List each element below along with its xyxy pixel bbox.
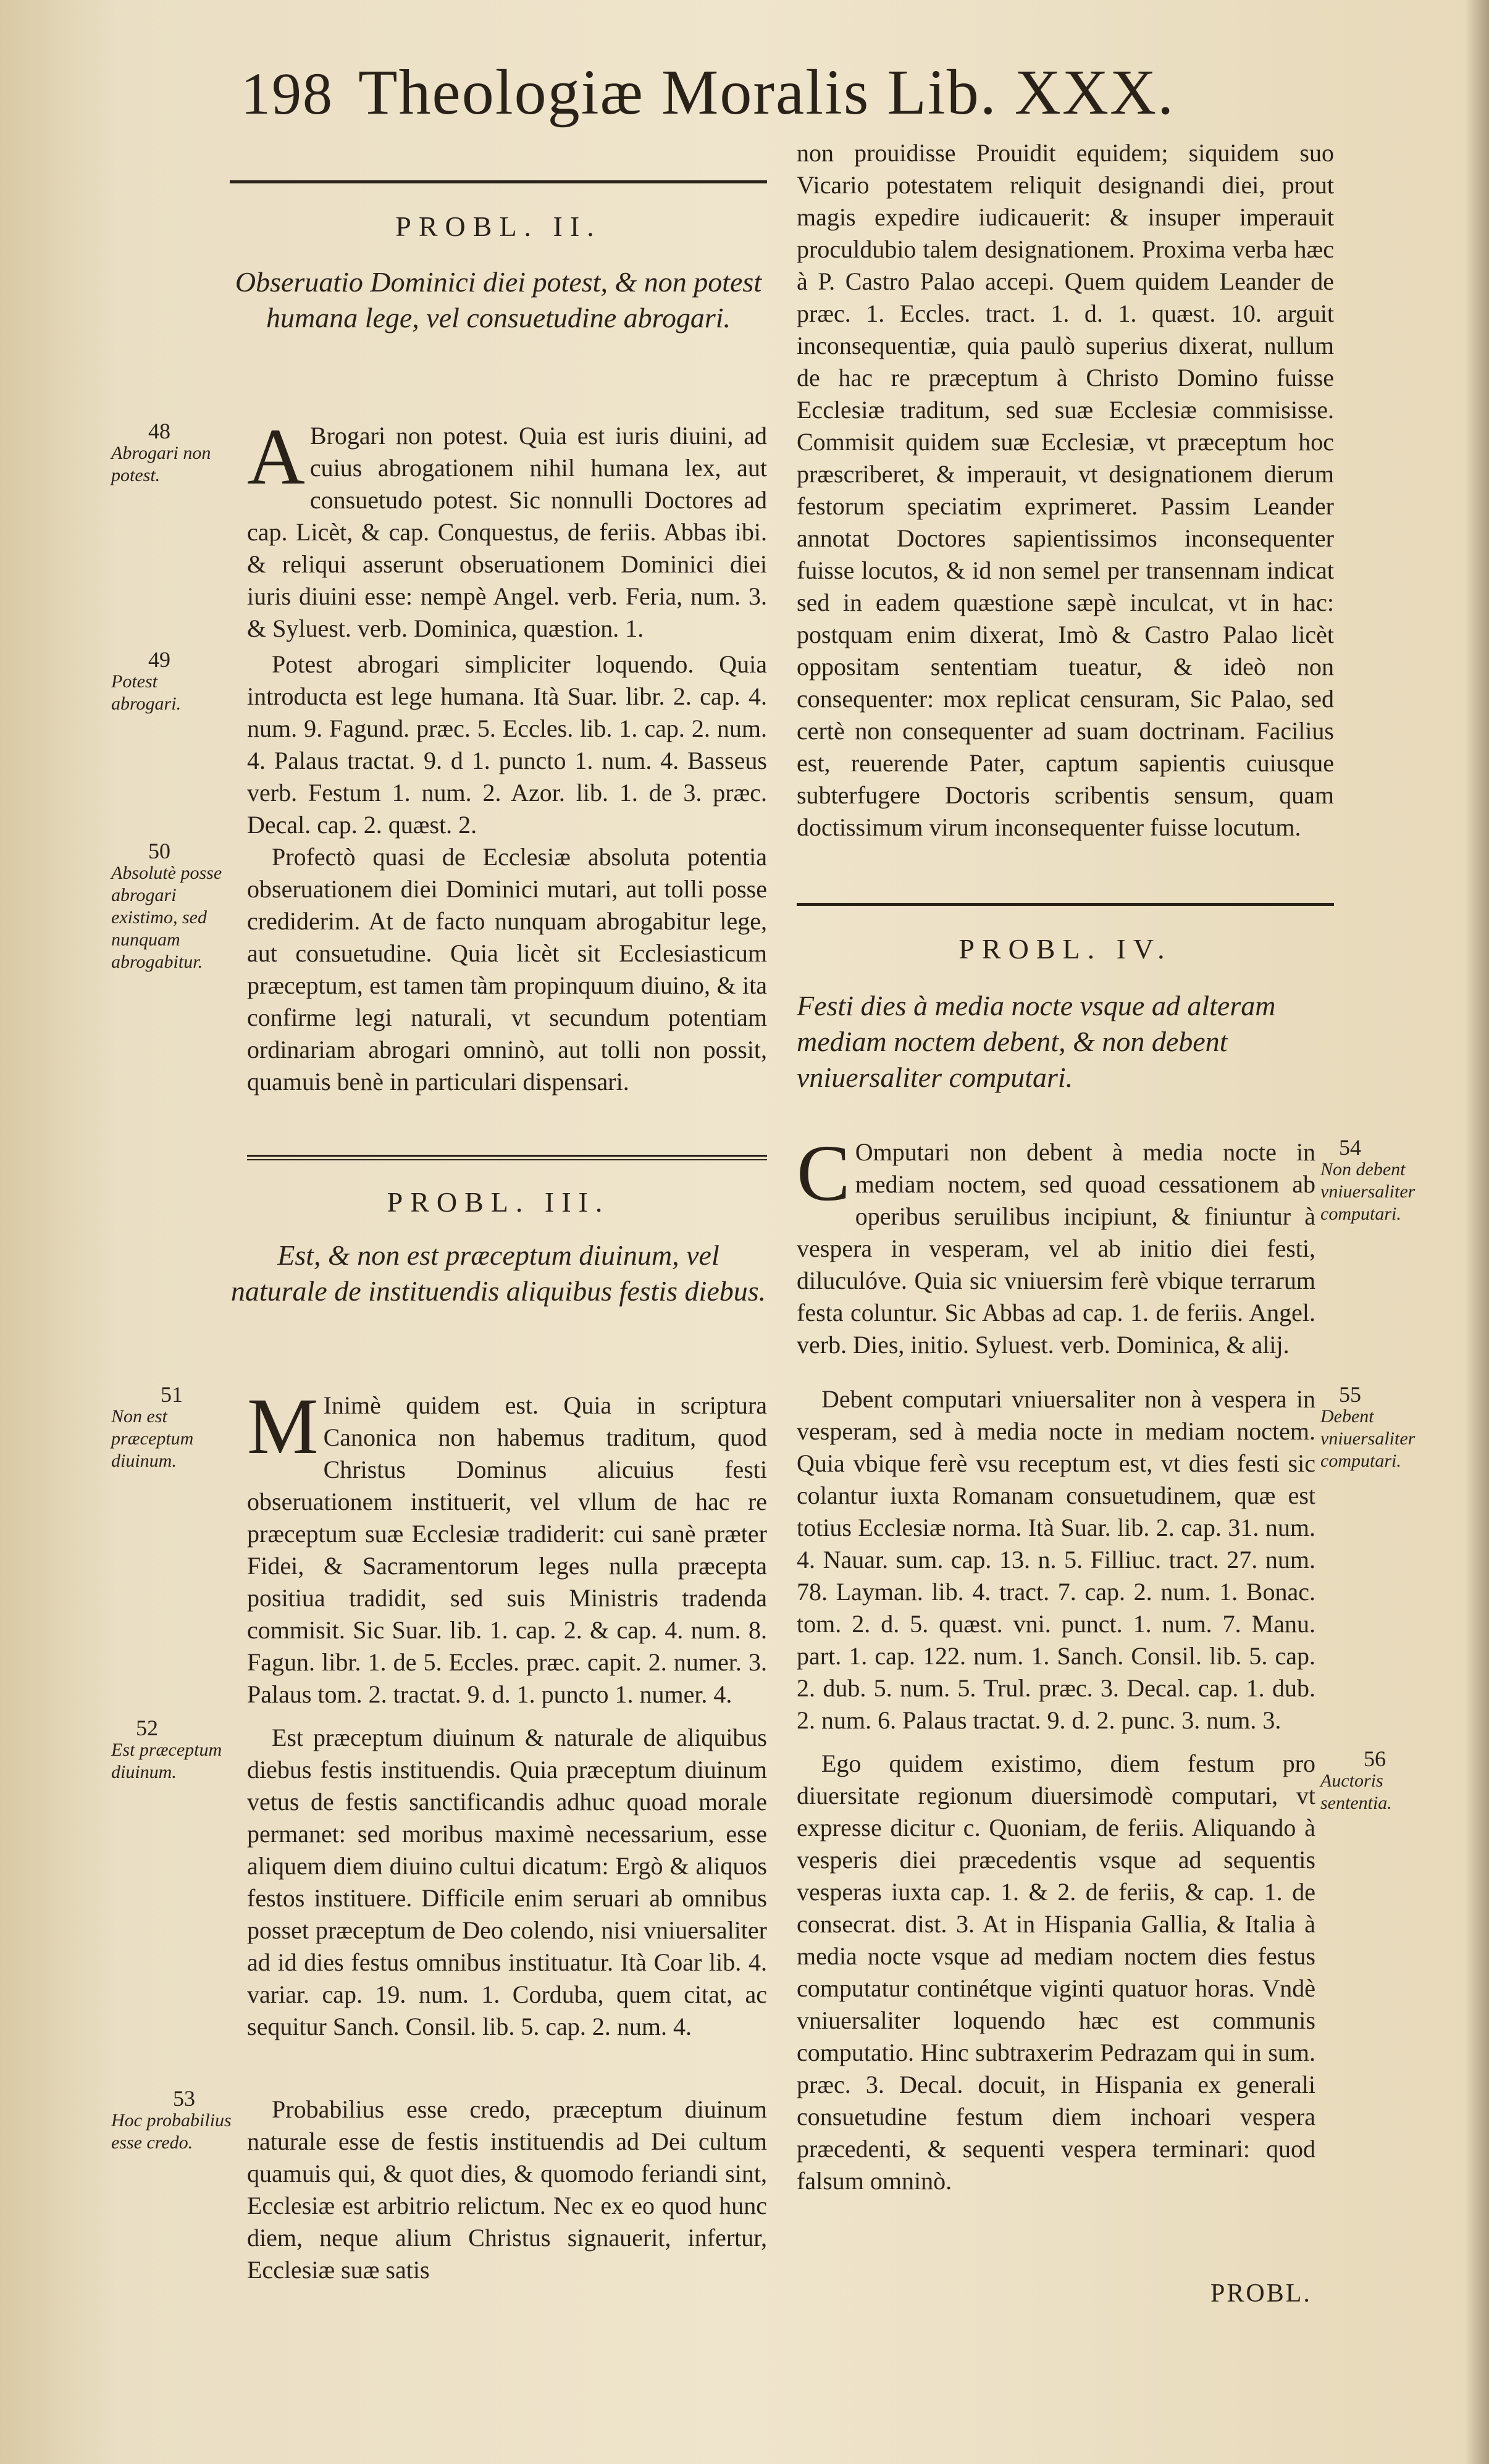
running-title: Theologiæ Moralis Lib. XXX. — [358, 57, 1175, 128]
paragraph-55: Debent computari vniuersaliter non à vespera in vesperam, sed à media nocte in mediam noctem. Quia vbique ferè vsu receptum est, vt dies festi sic colantur iuxta Romanam consuetudinem, quæ est totius Ecclesiæ norma. Ità Suar. lib. 2. cap. 31. num. 4. Nauar. sum. cap. 13. n. 5. Filliuc. tract. 27. num. 78. Layman. lib. 4. tract. 7. cap. 2. num. 1. Bonac. tom. 2. d. 5. quæst. vni. punct. 1. num. 7. Manu. part. 1. cap. 122. num. 1. Sanch. Consil. lib. 5. cap. 2. dub. 5. num. 5. Trul. præc. 3. Decal. cap. 1. dub. 2. num. 6. Palaus tractat. 9. d. 2. punc. 3. num. 3. — [797, 1385, 1315, 1734]
paragraph-48 — [247, 413, 767, 645]
running-head — [241, 49, 1204, 136]
probl-4-subtitle: Festi dies à media nocte vsque ad alteram mediam noctem debent, & non debent vniuersaliter computari. — [797, 990, 1276, 1093]
margin-note-number: 48 — [148, 419, 170, 443]
paragraph-50: Profectò quasi de Ecclesiæ absoluta potentia obseruationem diei Dominici mutari, aut tolli posse crediderim. At de facto nunquam abrogabitur lege, aut consuetudine. Quia licèt sit Ecclesiasticum præceptum, est tamen tàm propinquum diuino, & ita confirme legi naturali, vt secundum potentiam ordinariam abrogari omninò, aut tolli non possit, quamuis benè in particulari dispensari. — [247, 843, 767, 1096]
paragraph-49: Potest abrogari simpliciter loquendo. Quia introducta est lege humana. Ità Suar. libr. 2. cap. 4. num. 9. Fagund. præc. 5. Eccles. lib. 1. cap. 2. num. 4. Palaus tractat. 9. d 1. puncto 1. num. 4. Basseus verb. Festum 1. num. 2. Azor. lib. 1. de 3. præc. Decal. cap. 2. quæst. 2. — [247, 650, 767, 839]
margin-note-number: 55 — [1339, 1382, 1361, 1407]
paragraph-text: Brogari non potest. Quia est iuris diuini, ad cuius abrogationem nihil humana lex, aut consuetudo potest. Sic nonnulli Doctores ad cap. Licèt, & cap. Conquestus, de feriis. Abbas ibi. & reliqui asserunt obseruationem Dominici diei iuris diuini esse: nempè Angel. verb. Feria, num. 3. & Syluest. verb. Dominica, quæstion. 1. — [247, 422, 767, 642]
paragraph-53: Probabilius esse credo, præceptum diuinum naturale esse de festis instituendis ad Dei cultum quamuis qui, & quot dies, & quomodo feriandi sint, Ecclesiæ est arbitrio relictum. Nec ex eo quod hunc diem, neque alium Christus signauerit, infertur, Ecclesiæ suæ satis — [247, 2095, 767, 2284]
margin-note-number: 53 — [173, 2086, 195, 2111]
catchword: PROBL. — [1210, 2279, 1312, 2308]
probl-2-heading: PROBL. II. — [395, 211, 602, 242]
rule-probl-3 — [247, 1155, 767, 1157]
paragraph-56: Ego quidem existimo, diem festum pro diuersitate regionum diuersimodè computari, vt expresse dicitur c. Quoniam, de feriis. Aliquando à vesperis diei præcedentis vsque ad sequentis vesperas iuxta cap. 1. & 2. de feriis, & cap. 1. de consecrat. dist. 3. At in Hispania Gallia, & Italia à media nocte vsque ad mediam noctem dies festus computatur continétque viginti quatuor horas. Vndè vniuersaliter loquendo hæc est communis computatio. Hinc subtraxerim Pedrazam qui in sum. præc. 3. Decal. docuit, in Hispania ex generali consuetudine festum diem inchoari vespera præcedenti, & sequenti vespera terminari: quod falsum omninò. — [797, 1750, 1315, 2195]
margin-note-text: Non est præceptum diuinum. — [111, 1406, 194, 1471]
probl-3-subtitle: Est, & non est præceptum diuinum, vel naturale de instituendis aliquibus festis diebus. — [230, 1239, 766, 1307]
margin-note-text: Est præceptum diuinum. — [111, 1740, 222, 1782]
gutter-shadow — [1464, 0, 1489, 2464]
margin-note-number: 49 — [148, 647, 170, 672]
drop-cap: M — [247, 1382, 319, 1471]
rule-probl-4 — [797, 903, 1334, 906]
paragraph-text: Inimè quidem est. Quia in scriptura Canonica non habemus traditum, quod Christus Dominus alicuius festi obseruationem instituerit, vel vllum de hac re præceptum suæ Ecclesiæ tradiderit: cui sanè præter Fidei, & Sacramentorum leges nulla præcepta positiua tradidit, sed suis Ministris tradenda commisit. Sic Suar. lib. 1. cap. 2. & cap. 4. num. 8. Fagun. libr. 1. de 5. Eccles. præc. capit. 2. numer. 3. Palaus tom. 2. tractat. 9. d. 1. puncto 1. numer. 4. — [247, 1391, 767, 1708]
probl-4-heading: PROBL. IV. — [958, 933, 1172, 965]
paragraph-51 — [247, 1382, 767, 1711]
margin-note-text: Abrogari non potest. — [111, 443, 211, 485]
probl-3-heading: PROBL. III. — [387, 1186, 610, 1218]
paragraph-text: Omputari non debent à media nocte in mediam noctem, sed quoad cessationem ab operibus seruilibus incipiunt, & finiuntur à vespera in vesperam, vel ab initio diei festi, diluculóve. Quia sic vniuersim ferè vbique terrarum festa coluntur. Sic Abbas ad cap. 1. de feriis. Angel. verb. Dies, initio. Syluest. verb. Dominica, & alij. — [797, 1138, 1315, 1359]
margin-note-number: 52 — [136, 1716, 158, 1740]
margin-note-56 — [1320, 1748, 1438, 1814]
margin-note-number: 54 — [1339, 1135, 1361, 1160]
margin-note-48 — [111, 420, 229, 487]
paragraph-52: Est præceptum diuinum & naturale de aliquibus diebus festis instituendis. Quia præceptum diuinum vetus de festis sanctificandis adhuc quoad morale permanet: sed moribus maximè necessarium, esse aliquem diem diuino cultui dicatum: Ergò & aliquos festos instituere. Difficile enim seruari ab omnibus posset præceptum de Deo colendo, nisi vniuersaliter ad id dies festus omnibus instituatur. Ità Coar lib. 4. variar. cap. 19. num. 1. Corduba, quem citat, ac sequitur Sanch. Consil. lib. 5. cap. 2. num. 4. — [247, 1724, 767, 2040]
drop-cap: C — [797, 1129, 850, 1218]
rule-top-left — [230, 180, 767, 183]
margin-note-54 — [1320, 1136, 1438, 1225]
margin-note-text: Non debent vniuersaliter computari. — [1320, 1159, 1416, 1224]
probl-2-subtitle: Obseruatio Dominici diei potest, & non potest humana lege, vel consuetudine abrogari. — [235, 266, 762, 333]
margin-note-49 — [111, 648, 229, 715]
paragraph-54 — [797, 1129, 1315, 1361]
margin-note-text: Hoc probabilius esse credo. — [111, 2110, 232, 2153]
page-number: 198 — [241, 61, 333, 127]
margin-note-number: 56 — [1364, 1746, 1386, 1771]
margin-note-50 — [111, 840, 235, 973]
margin-note-55 — [1320, 1383, 1438, 1472]
paragraph-continued: non prouidisse Prouidit equidem; siquidem suo Vicario potestatem reliquit designandi diei, prout magis expedire iudicauerit: & insuper imperauit proculdubio talem designationem. Proxima verba hæc à P. Castro Palao accepi. Quem quidem Leander de præc. 1. Eccles. tract. 1. d. 1. quæst. 10. arguit inconsequentiæ, quia paulò superius dixerat, nullum de hac re præceptum à Christo Domino fuisse Ecclesiæ traditum, sed suæ Ecclesiæ commisisse. Commisit quidem suæ Ecclesiæ, vt præceptum hoc præscriberet, & imperauit, vt designationem dierum festorum speciatim exprimeret. Passim Leander annotat Doctores sapientissimos inconsequenter fuisse locutos, & id non semel per transennam indicat sed in eadem quæstione sæpè inculcat, vt in hac: postquam enim dixerat, Imò & Castro Palao licèt oppositam sententiam tueatur, & ideò non consequenter: mox replicat censuram, Sic Palao, sed certè non consequenter ad suam doctrinam. Facilius est, reuerende Pater, captum sapientis cuiusque subterfugere Doctoris scribentis sensum, quam doctissimum virum inconsequenter fuisse locutum. — [797, 139, 1334, 841]
margin-note-number: 51 — [161, 1382, 183, 1407]
margin-note-51 — [111, 1383, 229, 1472]
margin-note-text: Auctoris sententia. — [1320, 1770, 1392, 1813]
margin-note-number: 50 — [148, 839, 170, 863]
drop-cap: A — [247, 413, 305, 501]
margin-note-53 — [111, 2087, 235, 2154]
margin-note-text: Absolutè posse abrogari existimo, sed nunquam abrogabitur. — [111, 863, 222, 972]
margin-note-52 — [111, 1717, 229, 1783]
margin-note-text: Potest abrogari. — [111, 671, 182, 714]
margin-note-text: Debent vniuersaliter computari. — [1320, 1406, 1416, 1471]
